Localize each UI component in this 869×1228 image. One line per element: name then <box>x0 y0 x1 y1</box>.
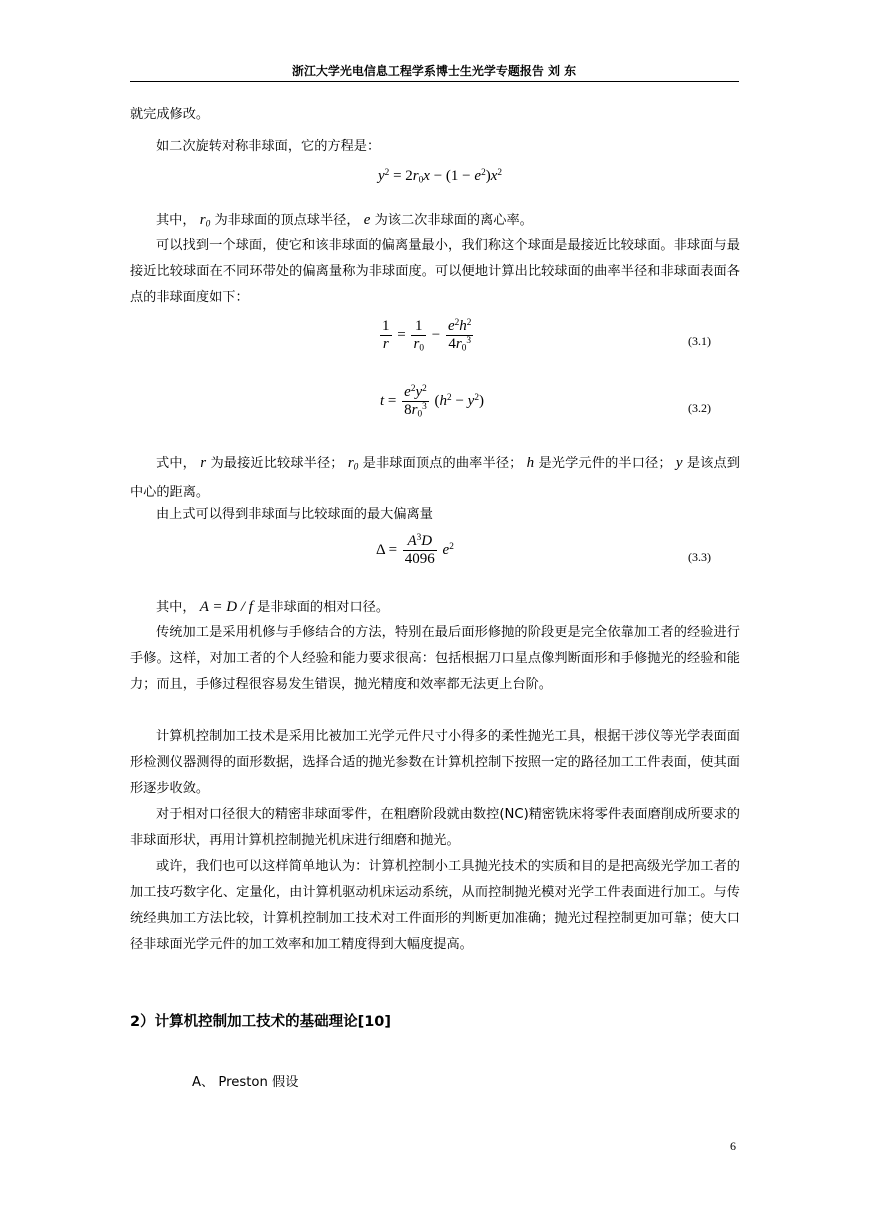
symbol-r0: $r_0$ <box>199 212 211 230</box>
paragraph-9: 计算机控制加工技术是采用比被加工光学元件尺寸小得多的柔性抛光工具，根据干涉仪等光学表面面形检测仪器测得的面形数据，选择合适的抛光参数在计算机控制下按照一定的路径加工工件表面，使其面形逐步收敛。 <box>130 729 740 796</box>
p3-prefix: 其中， <box>156 213 196 228</box>
symbol-e: e <box>363 212 371 228</box>
p7-suffix: 是非球面的相对口径。 <box>257 600 390 615</box>
paragraph-6: 由上式可以得到非球面与比较球面的最大偏离量 <box>156 507 433 522</box>
symbol-r0-b: $r_0$ <box>347 455 359 473</box>
symbol-relative-aperture: A = D / f <box>199 599 253 615</box>
equation-label-3-2: (3.2) <box>688 401 711 415</box>
eq3-denominator: 4096 <box>404 551 435 568</box>
subsection-heading: A、 Preston 假设 <box>192 1075 299 1090</box>
paragraph-5 <box>130 450 740 506</box>
equation-conic: $y^2 = 2r_0x - (1 - e^2)x^2$ <box>378 168 503 186</box>
equation-label-3-3: (3.3) <box>688 550 711 564</box>
running-header: 浙江大学光电信息工程学系博士生光学专题报告 刘 东 <box>291 64 577 78</box>
paragraph-7 <box>130 594 740 621</box>
equation-label-3-1: (3.1) <box>688 334 711 348</box>
equation-3-1: $\frac{1}{r}$ = $\frac{1}{r_0}$ − $\frac{e^2h^2}{4r_0^3}$ <box>382 318 472 354</box>
paragraph-1: 就完成修改。 <box>130 107 210 122</box>
symbol-r: r <box>200 455 207 471</box>
p5-c: 是非球面顶点的曲率半径； <box>362 456 523 471</box>
paragraph-10: 对于相对口径很大的精密非球面零件，在粗磨阶段就由数控(NC)精密铣床将零件表面磨削成所要求的非球面形状，再用计算机控制抛光机床进行细磨和抛光。 <box>130 807 740 848</box>
equation-3-2: t = $\frac{e^2y^2}{8r_0^3}$ $(h^2 - y^2)$ <box>380 384 484 420</box>
section-heading: 2）计算机控制加工技术的基础理论[10] <box>130 1014 392 1030</box>
p5-a: 式中， <box>156 456 196 471</box>
paragraph-2: 如二次旋转对称非球面，它的方程是： <box>156 139 381 154</box>
p3-middle: 为非球面的顶点球半径， <box>214 213 360 228</box>
p7-prefix: 其中， <box>156 600 196 615</box>
symbol-y: y <box>675 455 683 471</box>
p3-suffix: 为该二次非球面的离心率。 <box>374 213 533 228</box>
header-divider <box>130 81 739 82</box>
equation-3-3: Δ = $\frac{A^3D}{4096}$ $e^2$ <box>376 533 454 568</box>
p5-b: 为最接近比较球半径； <box>210 456 344 471</box>
p5-d: 是光学元件的半口径； <box>538 456 672 471</box>
paragraph-8: 传统加工是采用机修与手修结合的方法，特别在最后面形修抛的阶段更是完全依靠加工者的经验进行手修。这样，对加工者的个人经验和能力要求很高：包括根据刀口星点像判断面形和手修抛光的经验和能力；而且，手修过程很容易发生错误，抛光精度和效率都无法更上台阶。 <box>130 625 740 692</box>
page-number: 6 <box>730 1139 736 1153</box>
p5-e: 是该点到中心的距离。 <box>130 456 740 501</box>
symbol-h: h <box>526 455 535 471</box>
paragraph-4: 可以找到一个球面，使它和该非球面的偏离量最小，我们称这个球面是最接近比较球面。非球面与最接近比较球面在不同环带处的偏离量称为非球面度。可以便地计算出比较球面的曲率半径和非球面表面各点的非球面度如下： <box>130 238 740 305</box>
paragraph-11: 或许，我们也可以这样简单地认为：计算机控制小工具抛光技术的实质和目的是把高级光学加工者的加工技巧数字化、定量化，由计算机驱动机床运动系统，从而控制抛光模对光学工件表面进行加工。与传统经典加工方法比较，计算机控制加工技术对工件面形的判断更加准确；抛光过程控制更加可靠；使大口径非球面光学元件的加工效率和加工精度得到大幅度提高。 <box>130 859 740 952</box>
